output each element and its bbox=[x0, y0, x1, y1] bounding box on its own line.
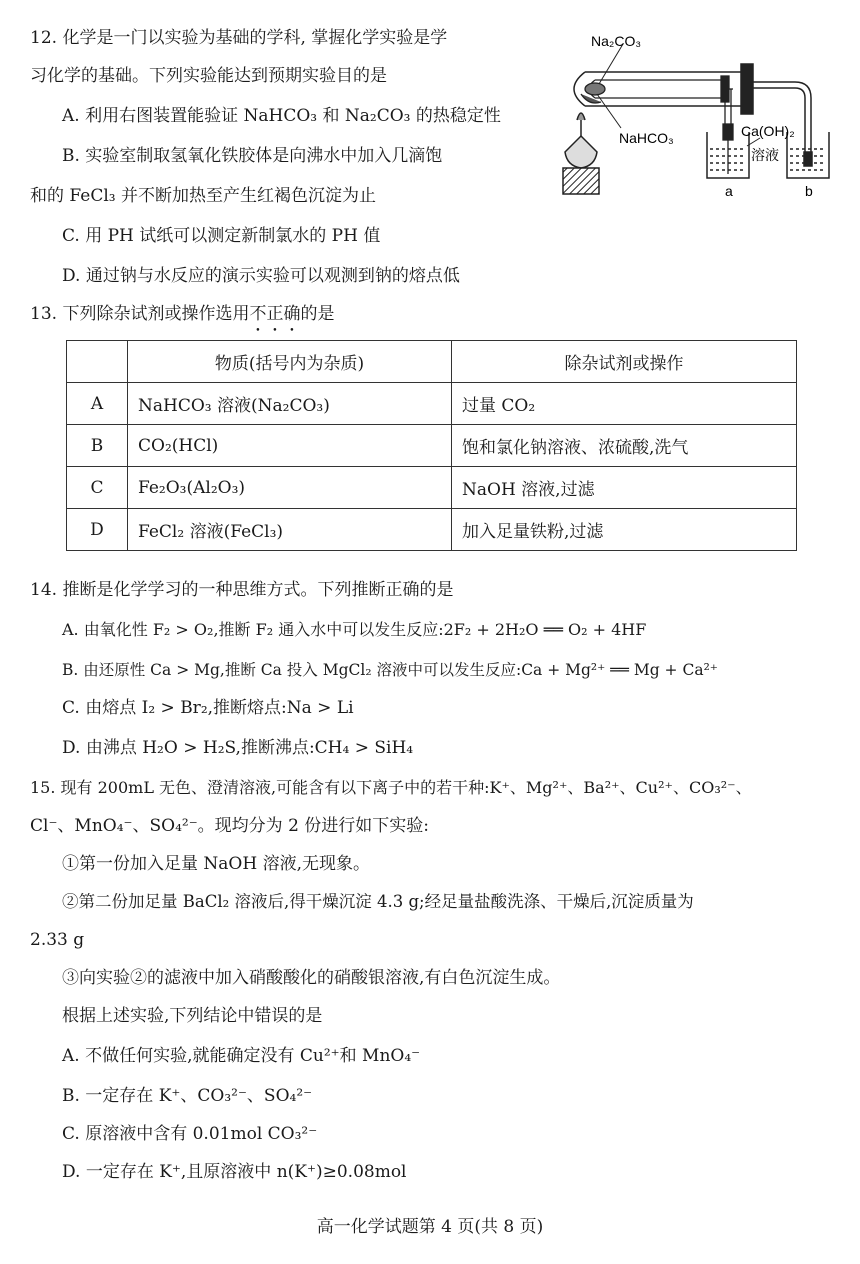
q12-stem-line1: 12. 化学是一门以实验为基础的学科, 掌握化学实验是学 bbox=[30, 28, 448, 48]
table-header-cell: 除杂试剂或操作 bbox=[452, 341, 797, 383]
q15-stem-line1: 15. 现有 200mL 无色、澄清溶液,可能含有以下离子中的若干种:K⁺、Mg²⁺、Ba²⁺、Cu²⁺、CO₃²⁻、 bbox=[30, 778, 752, 797]
table-header-cell: 物质(括号内为杂质) bbox=[128, 341, 452, 383]
table-row bbox=[67, 425, 797, 467]
label-b: b bbox=[805, 183, 813, 199]
q12-option-c: C. 用 PH 试纸可以测定新制氯水的 PH 值 bbox=[62, 226, 381, 246]
label-na2co3: Na₂CO₃ bbox=[591, 33, 642, 49]
apparatus-figure bbox=[555, 24, 835, 204]
table-cell: 饱和氯化钠溶液、浓硫酸,洗气 bbox=[452, 425, 797, 467]
table-cell: C bbox=[67, 467, 128, 509]
q12-option-a: A. 利用右图装置能验证 NaHCO₃ 和 Na₂CO₃ 的热稳定性 bbox=[62, 106, 501, 126]
table-cell: 过量 CO₂ bbox=[452, 383, 797, 425]
q15-option-c: C. 原溶液中含有 0.01mol CO₃²⁻ bbox=[62, 1124, 318, 1144]
q15-ask: 根据上述实验,下列结论中错误的是 bbox=[62, 1006, 323, 1026]
table-cell: D bbox=[67, 509, 128, 551]
q13-stem-suffix: 的是 bbox=[300, 304, 335, 324]
q15-step2-line2: 2.33 g bbox=[30, 930, 85, 950]
q13-emphasis-char: 不 bbox=[249, 304, 267, 324]
q13-emphasis-char: 确 bbox=[283, 304, 301, 324]
table-cell: B bbox=[67, 425, 128, 467]
table-cell: Fe₂O₃(Al₂O₃) bbox=[128, 467, 452, 509]
table-header-row bbox=[67, 341, 797, 383]
q14-option-a: A. 由氧化性 F₂ > O₂,推断 F₂ 通入水中可以发生反应:2F₂ + 2H₂O ══ O₂ + 4HF bbox=[62, 620, 647, 639]
table-cell: A bbox=[67, 383, 128, 425]
q14-option-b: B. 由还原性 Ca > Mg,推断 Ca 投入 MgCl₂ 溶液中可以发生反应:Ca + Mg²⁺ ══ Mg + Ca²⁺ bbox=[62, 661, 718, 679]
inner-test-tube bbox=[581, 76, 733, 174]
q12-option-b-line1: B. 实验室制取氢氧化铁胶体是向沸水中加入几滴饱 bbox=[62, 146, 443, 166]
q13-emphasis-char: 正 bbox=[266, 304, 284, 324]
q12-option-b-line2: 和的 FeCl₃ 并不断加热至产生红褐色沉淀为止 bbox=[30, 186, 376, 206]
q15-option-d: D. 一定存在 K⁺,且原溶液中 n(K⁺)≥0.08mol bbox=[62, 1162, 407, 1182]
table-row bbox=[67, 467, 797, 509]
q12-option-d: D. 通过钠与水反应的演示实验可以观测到钠的熔点低 bbox=[62, 266, 460, 286]
q15-step1: ①第一份加入足量 NaOH 溶液,无现象。 bbox=[62, 854, 370, 874]
q15-option-a: A. 不做任何实验,就能确定没有 Cu²⁺和 MnO₄⁻ bbox=[62, 1046, 421, 1066]
q14-stem: 14. 推断是化学学习的一种思维方式。下列推断正确的是 bbox=[30, 580, 454, 600]
label-a: a bbox=[725, 183, 733, 199]
table-cell: 加入足量铁粉,过滤 bbox=[452, 509, 797, 551]
q13-stem-prefix: 13. 下列除杂试剂或操作选用 bbox=[30, 304, 250, 324]
label-caoh2: Ca(OH)₂ bbox=[741, 123, 795, 139]
table-cell: NaHCO₃ 溶液(Na₂CO₃) bbox=[128, 383, 452, 425]
table-cell: FeCl₂ 溶液(FeCl₃) bbox=[128, 509, 452, 551]
table-cell: NaOH 溶液,过滤 bbox=[452, 467, 797, 509]
label-nahco3: NaHCO₃ bbox=[619, 130, 674, 146]
q15-stem-line2: Cl⁻、MnO₄⁻、SO₄²⁻。现均分为 2 份进行如下实验: bbox=[30, 816, 430, 836]
q14-option-c: C. 由熔点 I₂ > Br₂,推断熔点:Na > Li bbox=[62, 698, 354, 718]
label-solution: 溶液 bbox=[751, 147, 779, 163]
table-cell: CO₂(HCl) bbox=[128, 425, 452, 467]
q15-step2-line1: ②第二份加足量 BaCl₂ 溶液后,得干燥沉淀 4.3 g;经足量盐酸洗涤、干燥后,沉淀质量为 bbox=[62, 892, 694, 911]
page-footer: 高一化学试题第 4 页(共 8 页) bbox=[316, 1217, 544, 1237]
table-header-cell bbox=[67, 341, 128, 383]
q15-option-b: B. 一定存在 K⁺、CO₃²⁻、SO₄²⁻ bbox=[62, 1086, 313, 1106]
q13-table bbox=[66, 340, 797, 551]
table-row bbox=[67, 383, 797, 425]
alcohol-burner bbox=[563, 113, 599, 194]
table-row bbox=[67, 509, 797, 551]
q15-step3: ③向实验②的滤液中加入硝酸酸化的硝酸银溶液,有白色沉淀生成。 bbox=[62, 968, 561, 988]
q12-stem-line2: 习化学的基础。下列实验能达到预期实验目的是 bbox=[30, 66, 387, 86]
q14-option-d: D. 由沸点 H₂O > H₂S,推断沸点:CH₄ > SiH₄ bbox=[62, 738, 414, 758]
q13-stem bbox=[30, 302, 334, 326]
